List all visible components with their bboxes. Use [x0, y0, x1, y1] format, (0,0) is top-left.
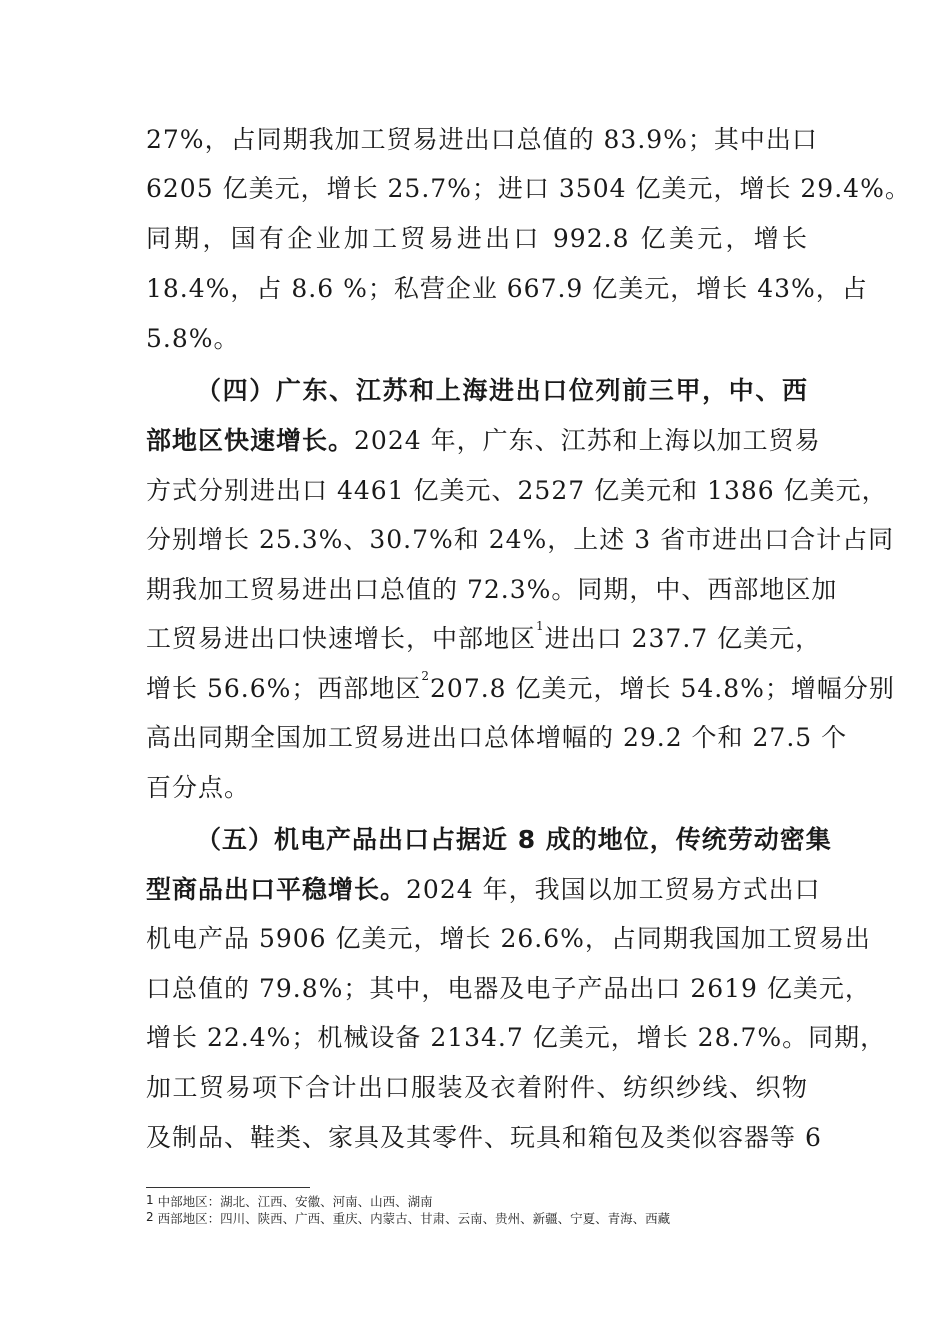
para2-line-6b: 进出口 237.7 亿美元，	[544, 624, 822, 653]
para2-line-7	[146, 669, 895, 708]
para1-line-4: 18.4%，占 8.6 %；私营企业 667.9 亿美元，增长 43%，占	[146, 274, 868, 303]
footnote-divider	[146, 1187, 310, 1188]
section-5-heading: （五）机电产品出口占据近 8 成的地位，传统劳动密集	[196, 825, 832, 854]
footnote-2	[146, 1211, 670, 1227]
para3-line-3: 机电产品 5906 亿美元，增长 26.6%，占同期我国加工贸易出	[146, 924, 871, 953]
para3-line-2-text: 2024 年，我国以加工贸易方式出口	[406, 875, 821, 904]
para1-line-3: 同期，国有企业加工贸易进出口 992.8 亿美元，增长	[146, 224, 808, 253]
para2-line-2	[146, 422, 821, 460]
para2-line-7a: 增长 56.6%；西部地区	[146, 674, 422, 703]
para2-line-6a: 工贸易进出口快速增长，中部地区	[146, 624, 537, 653]
para1-line-2: 6205 亿美元，增长 25.7%；进口 3504 亿美元，增长 29.4%。	[146, 174, 911, 203]
footnote-2-mark: 2	[146, 1210, 154, 1224]
para2-line-7b: 207.8 亿美元，增长 54.8%；增幅分别	[430, 674, 895, 703]
section-5-heading-cont: 型商品出口平稳增长。	[146, 875, 407, 904]
para2-line-5: 期我加工贸易进出口总值的 72.3%。同期，中、西部地区加	[146, 575, 838, 604]
footnote-ref-2[interactable]: 2	[421, 669, 431, 683]
footnote-1-text: 中部地区：湖北、江西、安徽、河南、山西、湖南	[153, 1194, 433, 1209]
footnote-1	[146, 1194, 433, 1210]
para1-line-1: 27%，占同期我加工贸易进出口总值的 83.9%；其中出口	[146, 125, 818, 154]
para3-line-6: 加工贸易项下合计出口服装及衣着附件、纺织纱线、织物	[146, 1073, 808, 1102]
para3-line-5: 增长 22.4%；机械设备 2134.7 亿美元，增长 28.7%。同期，	[146, 1023, 887, 1052]
footnote-2-text: 西部地区：四川、陕西、广西、重庆、内蒙古、甘肃、云南、贵州、新疆、宁夏、青海、西藏	[153, 1211, 671, 1226]
para2-line-2-text: 2024 年，广东、江苏和上海以加工贸易	[354, 426, 821, 455]
para2-line-9: 百分点。	[146, 773, 251, 802]
para2-line-4: 分别增长 25.3%、30.7%和 24%，上述 3 省市进出口合计占同	[146, 525, 895, 554]
section-4-heading: （四）广东、江苏和上海进出口位列前三甲，中、西	[196, 376, 808, 405]
para3-line-7: 及制品、鞋类、家具及其零件、玩具和箱包及类似容器等 6	[146, 1123, 822, 1152]
footnote-1-mark: 1	[146, 1193, 154, 1207]
para2-line-6	[146, 619, 822, 658]
para3-line-2	[146, 871, 821, 909]
section-4-heading-cont: 部地区快速增长。	[146, 426, 355, 455]
para2-line-8: 高出同期全国加工贸易进出口总体增幅的 29.2 个和 27.5 个	[146, 723, 848, 752]
para3-line-4: 口总值的 79.8%；其中，电器及电子产品出口 2619 亿美元，	[146, 974, 871, 1003]
footnote-ref-1[interactable]: 1	[536, 619, 545, 633]
para2-line-3: 方式分别进出口 4461 亿美元、2527 亿美元和 1386 亿美元，	[146, 476, 888, 505]
para1-line-5: 5.8%。	[146, 324, 240, 353]
